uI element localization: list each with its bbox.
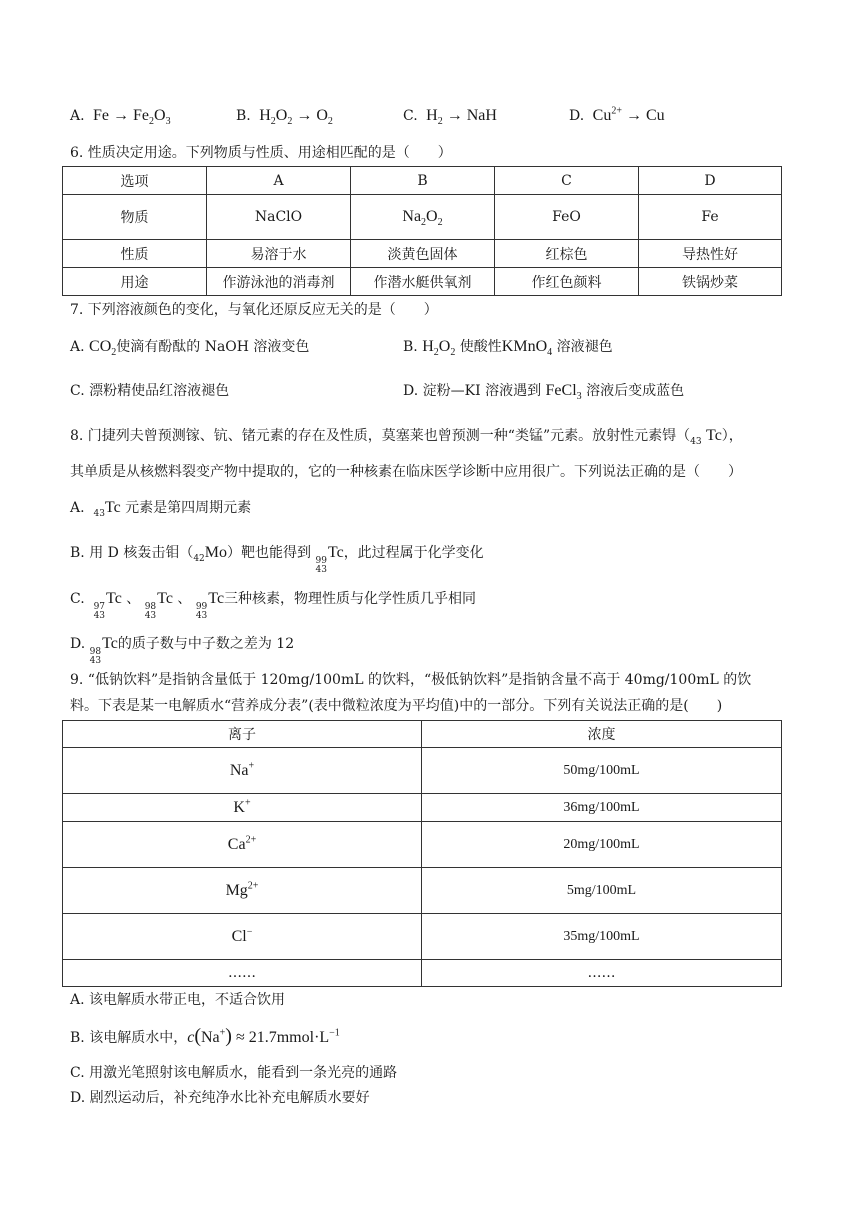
table-cell: 易溶于水 [207, 240, 351, 268]
table-cell: 作游泳池的消毒剂 [207, 268, 351, 296]
q9-stem-line2: 料。下表是某一电解质水“营养成分表”(表中微粒浓度为平均值)中的一部分。下列有关说法正确的是( ) [70, 698, 723, 714]
q9-stem-line1: 9. “低钠饮料”是指钠含量低于 120mg/100mL 的饮料，“极低钠饮料”是指钠含量不高于 40mg/100mL 的饮 [70, 672, 752, 688]
q5-c-formula: $H_2$ → NaH [426, 107, 497, 128]
q8-option-a: A. $_{43}$Tc 元素是第四周期元素 [70, 499, 252, 519]
table-cell: K+ [63, 794, 422, 822]
q5-b-formula: $H_2O_2 \to O_2$ [259, 107, 333, 128]
table-cell: 35mg/100mL [422, 914, 782, 960]
table-cell: 50mg/100mL [422, 748, 782, 794]
table-cell: 导热性好 [639, 240, 782, 268]
option-label: C. [403, 108, 418, 124]
option-label: B. [236, 108, 251, 124]
table-cell: $Ca^{2+}$ [63, 822, 422, 868]
q5-d-formula: $Cu^{2+} \to Cu$ [592, 105, 665, 124]
table-cell: 淡黄色固体 [351, 240, 495, 268]
table-row [63, 868, 782, 914]
q6-row-property [63, 240, 782, 268]
table-cell: $Na_2O_2$ [351, 195, 495, 240]
table-row [63, 748, 782, 794]
q8-option-b: B. 用 D 核轰击钼$(_{42}Mo)$靶也能得到 99 43 Tc，此过程属于化学变化 [70, 544, 484, 575]
q6-header-row [63, 167, 782, 195]
table-row [63, 794, 782, 822]
table-cell: FeO [495, 195, 639, 240]
q9-option-c: C. 用激光笔照射该电解质水，能看到一条光亮的通路 [70, 1065, 398, 1081]
q8-option-d: D. 98 43 Tc的质子数与中子数之差为 12 [70, 635, 295, 666]
q9-table [62, 720, 782, 987]
q6-table [62, 166, 782, 296]
table-cell: 选项 [63, 167, 207, 195]
q8-stem-line2: 其单质是从核燃料裂变产物中提取的，它的一种核素在临床医学诊断中应用很广。下列说法正确的是（ ） [70, 464, 742, 480]
table-cell: 物质 [63, 195, 207, 240]
table-row [63, 960, 782, 987]
q5-option-d [569, 107, 665, 125]
table-cell: …… [422, 960, 782, 987]
q5-a-formula: $Fe \to Fe_2O_3$ [93, 107, 171, 128]
table-cell: 性质 [63, 240, 207, 268]
table-cell: D [639, 167, 782, 195]
q6-row-substance [63, 195, 782, 240]
q9-option-a: A. 该电解质水带正电，不适合饮用 [70, 992, 286, 1008]
table-cell: Na+ [63, 748, 422, 794]
option-label: D. [569, 108, 585, 124]
table-cell: 作潜水艇供氧剂 [351, 268, 495, 296]
table-cell: Fe [639, 195, 782, 240]
q7-option-d: D. 淀粉—KI 溶液遇到 FeCl$_3$ 溶液后变成蓝色 [403, 382, 685, 403]
table-row [63, 822, 782, 868]
q9-option-b: B. 该电解质水中，$c(Na^+) \approx 21.7mmol\cdot L^{-1}$ [70, 1025, 340, 1047]
table-row [63, 914, 782, 960]
table-cell: 作红色颜料 [495, 268, 639, 296]
table-cell: 浓度 [422, 721, 782, 748]
table-cell: A [207, 167, 351, 195]
q9-header-row [63, 721, 782, 748]
table-cell: 20mg/100mL [422, 822, 782, 868]
q8-stem-line1: 8. 门捷列夫曾预测镓、钪、锗元素的存在及性质，莫塞莱也曾预测一种“类锰”元素。放射性元素锝（$_{43}$ Tc）， [70, 427, 743, 447]
q9-option-d: D. 剧烈运动后，补充纯净水比补充电解质水要好 [70, 1090, 370, 1106]
table-cell: C [495, 167, 639, 195]
q8-option-c: C. 97 43 Tc 、 98 43 Tc 、 99 43 Tc三种核素，物理性质与化学性质几乎相同 [70, 590, 477, 621]
option-label: A. [70, 108, 85, 124]
table-cell: 离子 [63, 721, 422, 748]
table-cell: NaClO [207, 195, 351, 240]
table-cell: …… [63, 960, 422, 987]
q7-option-b: B. $H_2O_2$ 使酸性KMnO$_4$ 溶液褪色 [403, 338, 613, 359]
q6-stem: 6. 性质决定用途。下列物质与性质、用途相匹配的是（ ） [70, 145, 452, 161]
table-cell: B [351, 167, 495, 195]
q7-option-c: C. 漂粉精使品红溶液褪色 [70, 383, 230, 399]
table-cell: 红棕色 [495, 240, 639, 268]
q5-option-a [70, 107, 171, 128]
q7-stem: 7. 下列溶液颜色的变化，与氧化还原反应无关的是（ ） [70, 302, 438, 318]
table-cell: 用途 [63, 268, 207, 296]
table-cell: 36mg/100mL [422, 794, 782, 822]
table-cell: 铁锅炒菜 [639, 268, 782, 296]
table-cell: 5mg/100mL [422, 868, 782, 914]
q5-option-c [403, 107, 497, 128]
q7-option-a: A. $CO_2$使滴有酚酞的 NaOH 溶液变色 [70, 338, 310, 359]
table-cell: $Mg^{2+}$ [63, 868, 422, 914]
q5-option-b [236, 107, 333, 128]
table-cell: Cl− [63, 914, 422, 960]
q6-row-use [63, 268, 782, 296]
